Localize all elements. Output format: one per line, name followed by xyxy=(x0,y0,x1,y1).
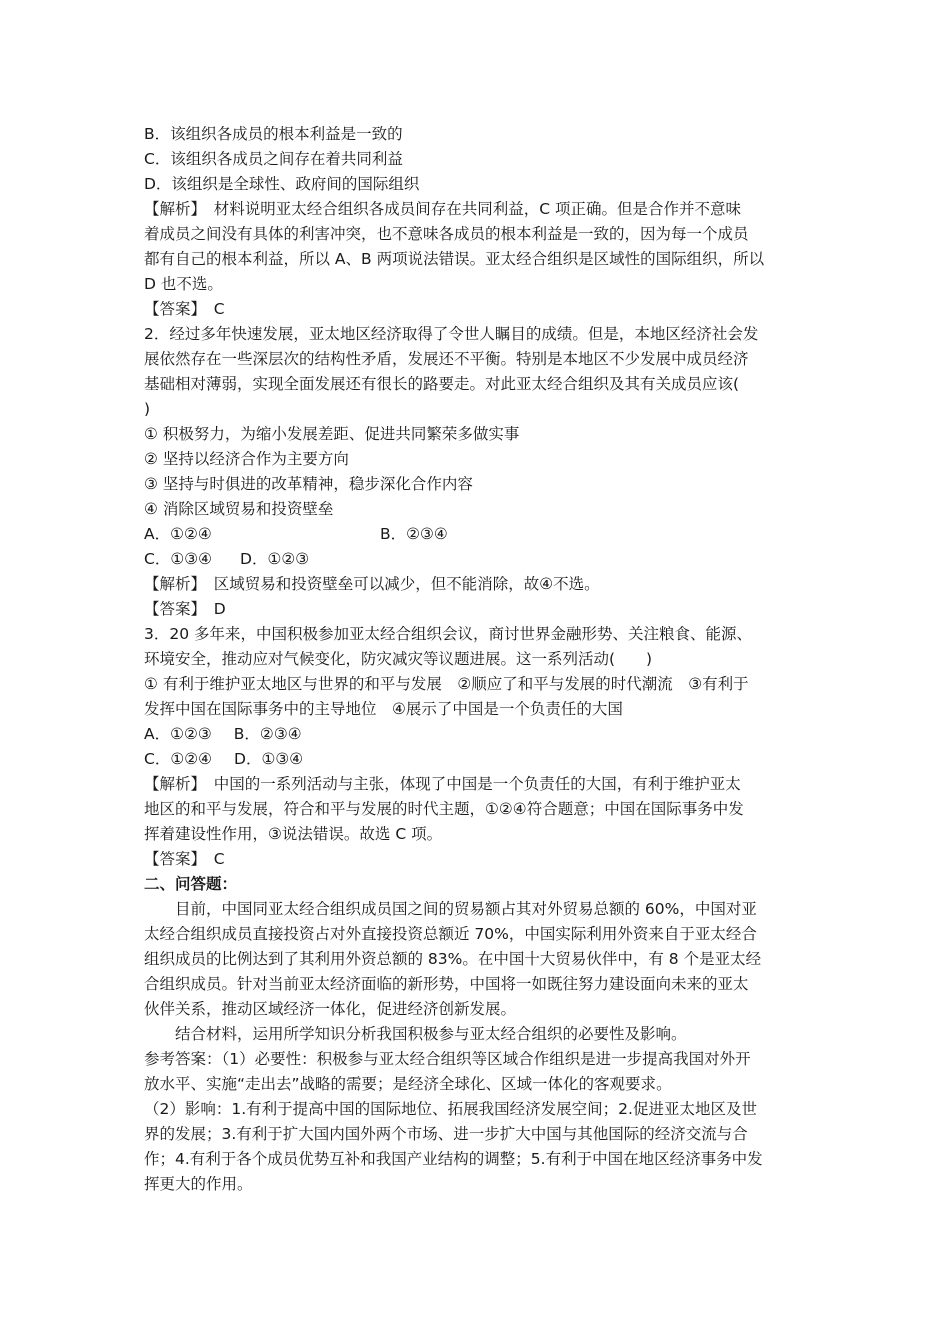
q2-answer: 【答案】 D xyxy=(144,600,226,618)
material-line: 组织成员的比例达到了其利用外资总额的 83%。在中国十大贸易伙伴中，有 8 个是亚太经 xyxy=(144,950,762,968)
q3-item-line: ① 有利于维护亚太地区与世界的和平与发展 ②顺应了和平与发展的时代潮流 ③有利于 xyxy=(144,675,749,693)
section-heading: 二、问答题： xyxy=(144,875,238,893)
reference-answer-line: （2）影响：1.有利于提高中国的国际地位、拓展我国经济发展空间；2.促进亚太地区及世 xyxy=(144,1100,757,1118)
q3-analysis-line: 【解析】 中国的一系列活动与主张，体现了中国是一个负责任的大国，有利于维护亚太 xyxy=(144,775,741,793)
q2-options-row-2 xyxy=(144,547,816,572)
q2-options-row-1 xyxy=(144,522,816,547)
material-line: 太经合组织成员直接投资占对外直接投资总额近 70%，中国实际利用外资来自于亚太经合 xyxy=(144,925,757,943)
q3-item-line: 发挥中国在国际事务中的主导地位 ④展示了中国是一个负责任的大国 xyxy=(144,700,623,718)
q1-answer: 【答案】 C xyxy=(144,300,225,318)
q1-option-c: C．该组织各成员之间存在着共同利益 xyxy=(144,150,403,168)
q1-analysis-line: 【解析】 材料说明亚太经合组织各成员间存在共同利益，C 项正确。但是合作并不意味 xyxy=(144,200,742,218)
q3-options-row-1 xyxy=(144,722,816,747)
q1-analysis-line: D 也不选。 xyxy=(144,275,223,293)
q1-option-d: D．该组织是全球性、政府间的国际组织 xyxy=(144,175,420,193)
q2-analysis: 【解析】 区域贸易和投资壁垒可以减少，但不能消除，故④不选。 xyxy=(144,575,600,593)
q2-stem-line: ) xyxy=(144,400,151,418)
q2-stem-line: 基础相对薄弱，实现全面发展还有很长的路要走。对此亚太经合组织及其有关成员应该( xyxy=(144,375,740,393)
material-line: 伙伴关系，推动区域经济一体化，促进经济创新发展。 xyxy=(144,1000,517,1018)
essay-question: 结合材料，运用所学知识分析我国积极参与亚太经合组织的必要性及影响。 xyxy=(175,1025,687,1043)
q3-option-d: D．①③④ xyxy=(234,750,304,768)
reference-answer-line: 作；4.有利于各个成员优势互补和我国产业结构的调整；5.有利于中国在地区经济事务中发 xyxy=(144,1150,763,1168)
q3-stem-line: 3．20 多年来，中国积极参加亚太经合组织会议，商讨世界金融形势、关注粮食、能源、 xyxy=(144,625,753,643)
reference-answer-line: 放水平、实施“走出去”战略的需要；是经济全球化、区域一体化的客观要求。 xyxy=(144,1075,672,1093)
q2-item: ① 积极努力，为缩小发展差距、促进共同繁荣多做实事 xyxy=(144,425,520,443)
q2-option-d: D．①②③ xyxy=(240,550,310,568)
q2-item: ④ 消除区域贸易和投资壁垒 xyxy=(144,500,334,518)
q1-analysis-line: 着成员之间没有具体的利害冲突，也不意味各成员的根本利益是一致的，因为每一个成员 xyxy=(144,225,749,243)
reference-answer-line: 界的发展；3.有利于扩大国内国外两个市场、进一步扩大中国与其他国际的经济交流与合 xyxy=(144,1125,748,1143)
q1-option-b: B．该组织各成员的根本利益是一致的 xyxy=(144,125,403,143)
q2-option-a: A．①②④ xyxy=(144,525,212,543)
q2-stem-line: 2．经过多年快速发展，亚太地区经济取得了令世人瞩目的成绩。但是，本地区经济社会发 xyxy=(144,325,759,343)
q3-stem-line: 环境安全，推动应对气候变化，防灾减灾等议题进展。这一系列活动( ) xyxy=(144,650,653,668)
reference-answer-line: 挥更大的作用。 xyxy=(144,1175,253,1193)
q2-option-c: C．①③④ xyxy=(144,550,213,568)
material-line: 目前，中国同亚太经合组织成员国之间的贸易额占其对外贸易总额的 60%，中国对亚 xyxy=(175,900,757,918)
q2-item: ③ 坚持与时俱进的改革精神，稳步深化合作内容 xyxy=(144,475,473,493)
q3-option-c: C．①②④ xyxy=(144,750,213,768)
q1-analysis-line: 都有自己的根本利益，所以 A、B 两项说法错误。亚太经合组织是区域性的国际组织，所以 xyxy=(144,250,765,268)
q2-stem-line: 展依然存在一些深层次的结构性矛盾，发展还不平衡。特别是本地区不少发展中成员经济 xyxy=(144,350,749,368)
q3-answer: 【答案】 C xyxy=(144,850,225,868)
document-body xyxy=(144,122,816,1197)
q2-item: ② 坚持以经济合作为主要方向 xyxy=(144,450,349,468)
q3-options-row-2 xyxy=(144,747,816,772)
reference-answer-line: 参考答案：（1）必要性：积极参与亚太经合组织等区域合作组织是进一步提高我国对外开 xyxy=(144,1050,751,1068)
q3-option-b: B．②③④ xyxy=(233,725,302,743)
q3-option-a: A．①②③ xyxy=(144,725,212,743)
q3-analysis-line: 挥着建设性作用，③说法错误。故选 C 项。 xyxy=(144,825,443,843)
q2-option-b: B．②③④ xyxy=(380,525,448,543)
q3-analysis-line: 地区的和平与发展，符合和平与发展的时代主题，①②④符合题意；中国在国际事务中发 xyxy=(144,800,744,818)
material-line: 合组织成员。针对当前亚太经济面临的新形势，中国将一如既往努力建设面向未来的亚太 xyxy=(144,975,749,993)
